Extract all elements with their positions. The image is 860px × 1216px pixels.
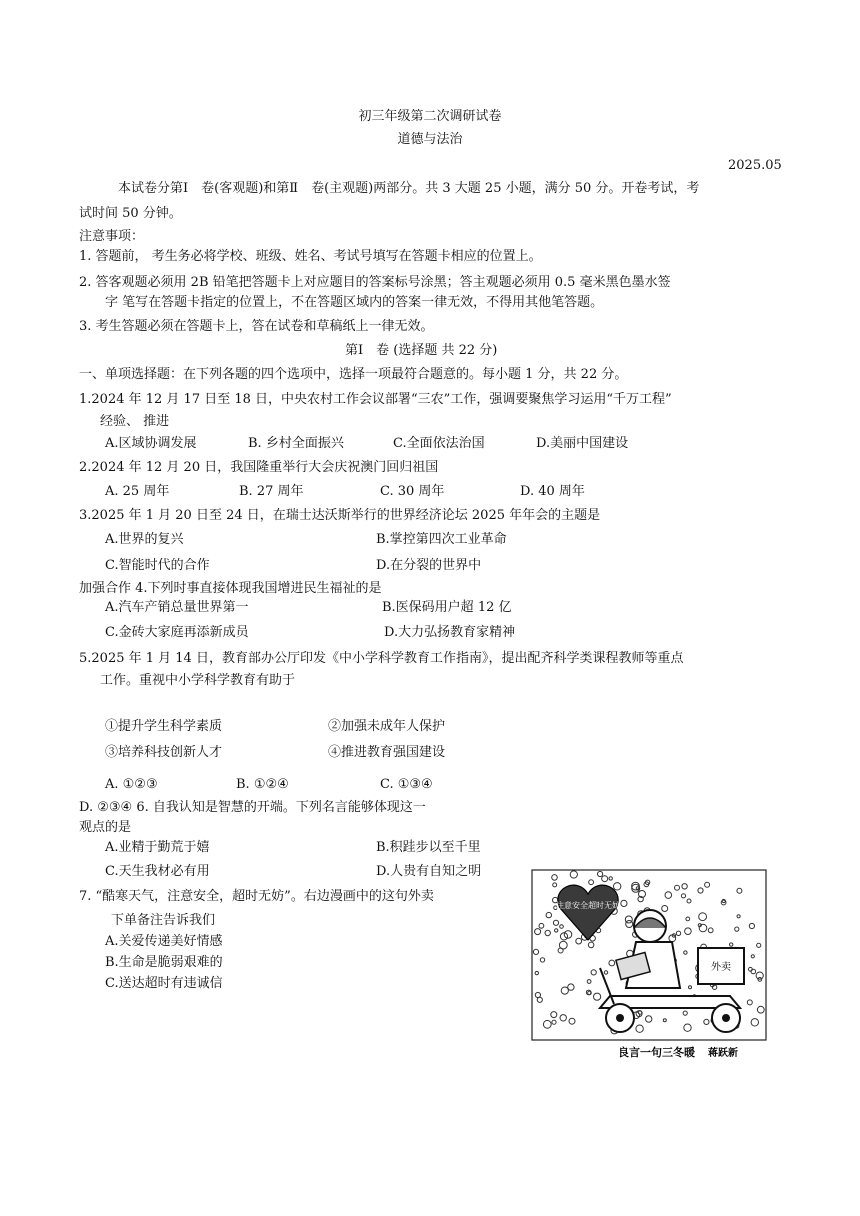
q4-option-d: D.大力弘扬教育家精神 [384,625,516,640]
q6-option-d: D.人贵有自知之明 [376,864,482,879]
q7-option-a: A.关爱传递美好情感 [105,934,223,949]
q5-option-b: B. ①②④ [236,777,289,792]
q2-option-d: D. 40 周年 [520,484,585,499]
q5-stem-line-2: 工作。重视中小学科学教育有助于 [100,673,296,688]
box-label: 外卖 [711,962,731,973]
q1-stem-line-1: 1.2024 年 12 月 17 日至 18 日，中央农村工作会议部署“三农”工作，强调要聚焦学习运用“千万工程” [79,392,672,407]
q5-item-3: ③培养科技创新人才 [105,745,223,760]
q4-stem: 加强合作 4.下列时事直接体现我国增进民生福祉的是 [79,581,382,596]
q5-item-4: ④推进教育强国建设 [328,745,446,760]
note-3: 3. 考生答题必须在答题卡上，答在试卷和草稿纸上一律无效。 [79,319,434,334]
q1-option-b: B. 乡村全面振兴 [248,436,344,451]
q1-option-a: A.区域协调发展 [105,436,197,451]
q3-option-a: A.世界的复兴 [105,532,184,547]
heart-text: 注意安全超时无妨 [556,901,620,910]
q2-stem: 2.2024 年 12 月 20 日，我国隆重举行大会庆祝澳门回归祖国 [79,460,439,475]
q5-item-1: ①提升学生科学素质 [105,719,223,734]
q1-option-d: D.美丽中国建设 [536,436,629,451]
note-1: 1. 答题前， 考生务必将学校、班级、姓名、考试号填写在答题卡相应的位置上。 [79,249,542,264]
q5-option-c: C. ①③④ [380,777,433,792]
q3-option-c: C.智能时代的合作 [105,558,210,573]
note-2-line-1: 2. 答客观题必须用 2B 铅笔把答题卡上对应题目的答案标号涂黑；答主观题必须用 0.5 毫米黑色墨水签 [79,275,671,290]
notes-heading: 注意事项： [79,229,145,244]
note-2-line-2: 字 笔写在答题卡指定的位置上，不在答题区域内的答案一律无效，不得用其他笔答题。 [105,295,604,310]
q1-option-c: C.全面依法治国 [393,436,485,451]
q3-option-b: B.掌控第四次工业革命 [376,532,507,547]
q3-option-d: D.在分裂的世界中 [376,558,482,573]
q2-option-a: A. 25 周年 [105,484,170,499]
comic-author: 蒋跃新 [708,1048,738,1059]
intro-line-1: 本试卷分第Ⅰ 卷(客观题)和第Ⅱ 卷(主观题)两部分。共 3 大题 25 小题，满分 50 分。开卷考试，考 [118,181,700,196]
q4-option-c: C.金砖大家庭再添新成员 [105,625,249,640]
comic-illustration [530,868,768,1064]
comic-drawing [530,868,768,1064]
exam-subject: 道德与法治 [397,132,463,147]
q7-stem-line-1: 7. “酷寒天气，注意安全，超时无妨”。右边漫画中的这句外卖 [79,889,434,904]
q7-option-c: C.送达超时有违诚信 [105,976,223,991]
q6-option-a: A.业精于勤荒于嬉 [105,840,210,855]
q7-stem-line-2: 下单备注告诉我们 [111,913,216,928]
part1-title: 第Ⅰ 卷 (选择题 共 22 分) [345,343,498,358]
q5-option-a: A. ①②③ [105,777,158,792]
comic-caption: 良言一句三冬暖 [618,1046,695,1059]
q2-option-c: C. 30 周年 [380,484,445,499]
q7-option-b: B.生命是脆弱艰难的 [105,955,223,970]
q6-stem-line-1: D. ②③④ 6. 自我认知是智慧的开端。下列名言能够体现这一 [79,800,426,815]
q4-option-a: A.汽车产销总量世界第一 [105,600,249,615]
q3-stem: 3.2025 年 1 月 20 日至 24 日，在瑞士达沃斯举行的世界经济论坛 2025 年年会的主题是 [79,508,601,523]
intro-line-2: 试时间 50 分钟。 [79,206,182,221]
exam-date: 2025.05 [728,158,782,173]
q6-stem-line-2: 观点的是 [79,820,132,835]
q6-option-b: B.积跬步以至千里 [376,840,481,855]
section-instruction: 一、单项选择题：在下列各题的四个选项中，选择一项最符合题意的。每小题 1 分，共 22 分。 [79,367,628,382]
q5-item-2: ②加强未成年人保护 [328,719,446,734]
q1-stem-line-2: 经验、 推进 [100,414,170,429]
exam-title: 初三年级第二次调研试卷 [358,109,502,124]
q6-option-c: C.天生我材必有用 [105,864,210,879]
q4-option-b: B.医保码用户超 12 亿 [382,600,512,615]
q2-option-b: B. 27 周年 [239,484,304,499]
q5-stem-line-1: 5.2025 年 1 月 14 日，教育部办公厅印发《中小学科学教育工作指南》，提出配齐科学类课程教师等重点 [79,651,684,666]
